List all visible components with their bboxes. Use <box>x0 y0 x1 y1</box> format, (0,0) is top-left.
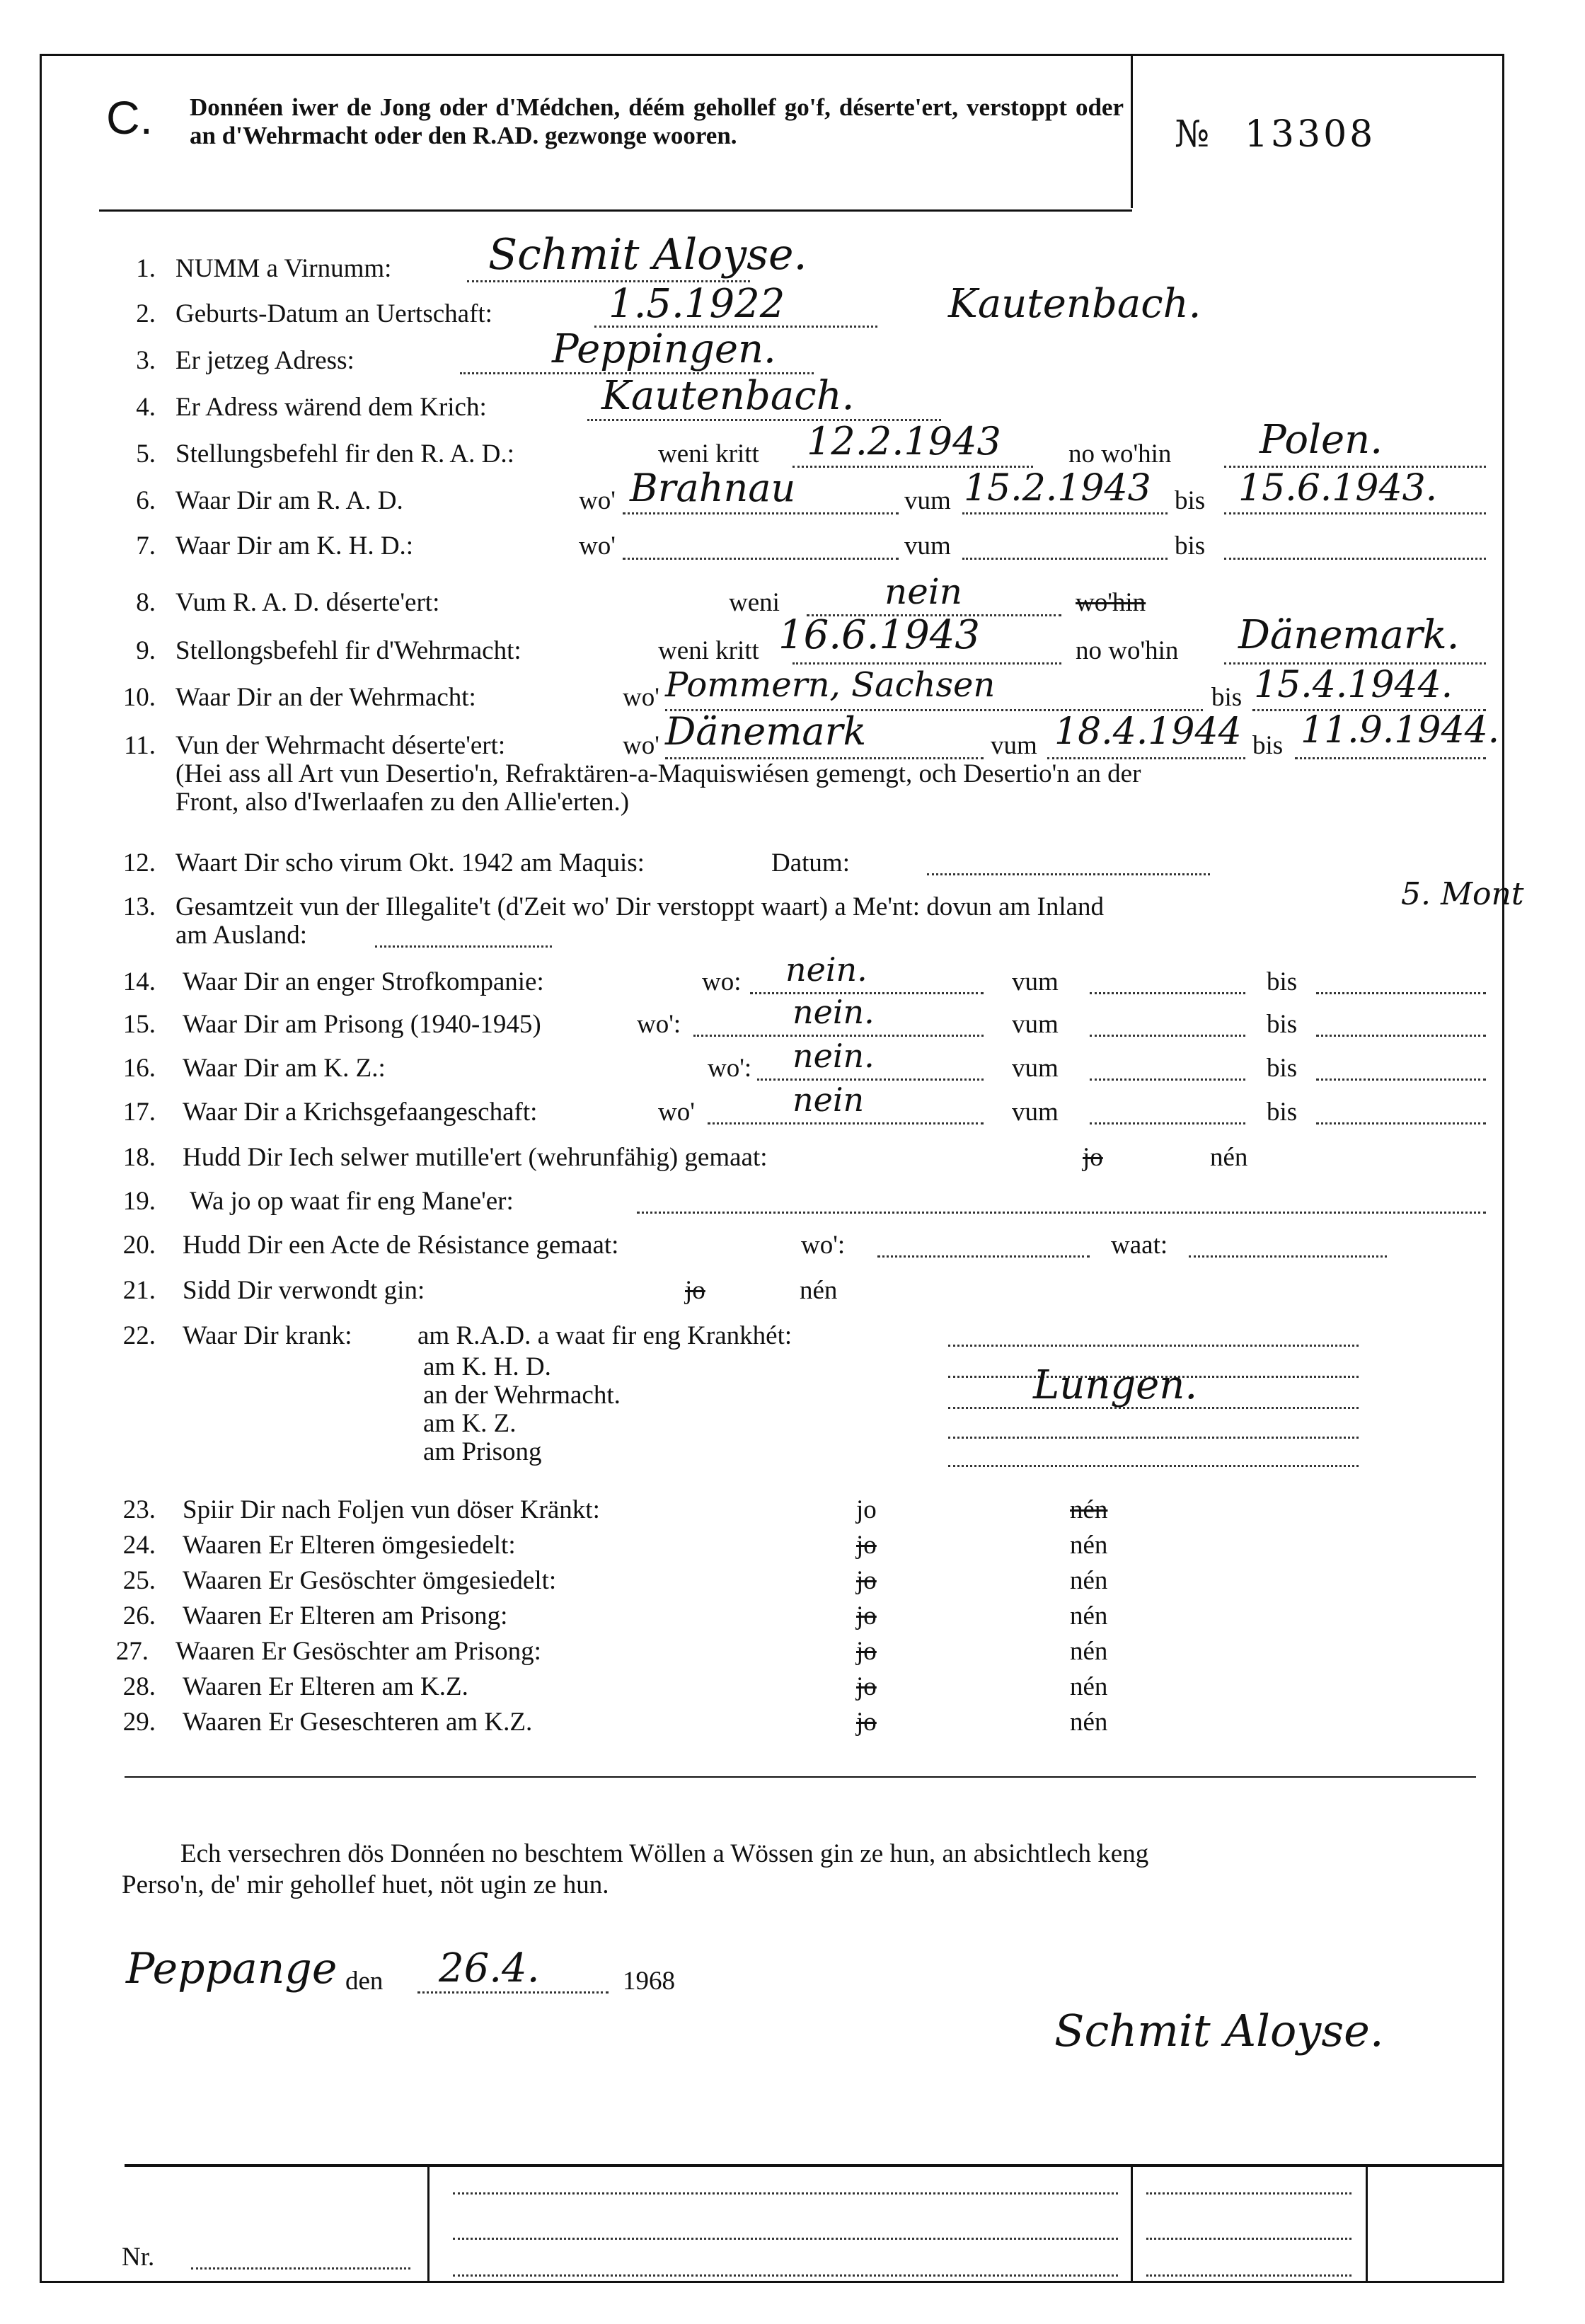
box-line <box>453 2192 1118 2194</box>
row-sublabel: wo': <box>708 1054 752 1083</box>
row-label: Geburts-Datum an Uertschaft: <box>175 299 492 328</box>
wehrmacht-order-date: 16.6.1943 <box>778 612 981 658</box>
row-sublabel: no wo'hin <box>1076 636 1179 665</box>
field-line <box>877 1255 1090 1258</box>
row-label: Sidd Dir verwondt gin: <box>183 1276 425 1305</box>
field-line <box>927 873 1210 875</box>
answer-jo: jo <box>856 1531 877 1560</box>
row-label: Waart Dir scho virum Okt. 1942 am Maquis: <box>175 849 645 878</box>
row-number: 25. <box>122 1566 156 1595</box>
current-address-value: Peppingen. <box>552 326 776 372</box>
row-label: Waar Dir am K. H. D.: <box>175 531 414 560</box>
answer-jo: jo <box>856 1672 877 1701</box>
row-number: 5. <box>136 439 156 468</box>
birth-place-value: Kautenbach. <box>948 281 1201 327</box>
wehrmacht-order-destination: Dänemark. <box>1238 612 1460 658</box>
answer-nen: nén <box>1070 1495 1108 1524</box>
box-line <box>1146 2192 1351 2194</box>
rad-order-destination: Polen. <box>1260 417 1383 463</box>
row-sublabel: wo' <box>658 1098 695 1127</box>
row-label: Waar Dir am K. Z.: <box>183 1054 386 1083</box>
row-sublabel: bis <box>1267 967 1298 996</box>
row-label: Waaren Er Elteren am Prisong: <box>183 1601 508 1630</box>
field-line <box>948 1437 1359 1439</box>
row-label: Gesamtzeit vun der Illegalite't (d'Zeit wo' Dir verstoppt waart) a Me'nt: dovun am Inland <box>175 892 1105 921</box>
row-sublabel: weni kritt <box>658 636 759 665</box>
row-sublabel: wo' <box>579 486 616 515</box>
field-line <box>637 1212 1486 1214</box>
row-number: 20. <box>122 1231 156 1260</box>
field-line <box>948 1345 1359 1347</box>
nr-field-line <box>191 2267 410 2270</box>
field-line <box>1090 1122 1245 1124</box>
signature: Schmit Aloyse. <box>1054 2005 1384 2056</box>
row-sublabel: Datum: <box>771 849 850 878</box>
bottom-col-divider-2 <box>1131 2165 1133 2283</box>
row-number: 6. <box>136 486 156 515</box>
row-sublabel: vum <box>991 731 1037 760</box>
row-label: Vum R. A. D. déserte'ert: <box>175 588 440 617</box>
field-line <box>1316 1122 1486 1124</box>
box-line <box>453 2274 1118 2277</box>
row-number: 3. <box>136 346 156 375</box>
row-number: 8. <box>136 588 156 617</box>
den-label: den <box>345 1967 384 1996</box>
field-line <box>1090 1078 1245 1081</box>
field-line <box>948 1465 1359 1467</box>
row-sublabel: vum <box>1012 1010 1059 1039</box>
name-value: Schmit Aloyse. <box>488 230 807 280</box>
answer-nen: nén <box>800 1276 838 1305</box>
box-line <box>453 2238 1118 2240</box>
row-number: 15. <box>122 1010 156 1039</box>
row-sublabel: vum <box>1012 967 1059 996</box>
answer-nen: nén <box>1070 1566 1108 1595</box>
declaration-line-2: Perso'n, de' mir gehollef huet, nöt ugin ze hun. <box>122 1870 609 1899</box>
row-sublabel: wo': <box>637 1010 681 1039</box>
illegality-inland-value: 5. Mont <box>1401 876 1524 912</box>
field-line <box>1316 1078 1486 1081</box>
number-sign: № <box>1175 113 1210 156</box>
row-number: 29. <box>122 1708 156 1737</box>
bottom-table-top <box>125 2164 1504 2167</box>
answer-jo: jo <box>685 1276 705 1305</box>
row-sublabel: am K. Z. <box>423 1409 517 1438</box>
row-number: 1. <box>136 254 156 283</box>
row-sublabel: bis <box>1267 1010 1298 1039</box>
field-line <box>1189 1255 1387 1258</box>
row-sublabel: wo'hin <box>1076 588 1146 617</box>
field-line <box>1090 992 1245 994</box>
answer-jo: jo <box>1083 1143 1103 1172</box>
row-number: 14. <box>122 967 156 996</box>
row-label: Waaren Er Gesöschter am Prisong: <box>175 1637 541 1666</box>
row-label: am Ausland: <box>175 921 308 950</box>
row-number: 23. <box>122 1495 156 1524</box>
desertion-to: 11.9.1944. <box>1301 709 1500 752</box>
row-sublabel: am R.A.D. a waat fir eng Krankhét: <box>417 1321 792 1350</box>
row-label: NUMM a Virnumm: <box>175 254 392 283</box>
section-letter: C. <box>106 91 153 144</box>
box-line <box>1146 2274 1351 2277</box>
field-line <box>962 558 1168 560</box>
rad-from: 15.2.1943 <box>964 467 1151 510</box>
nr-label: Nr. <box>122 2243 155 2272</box>
answer-nen: nén <box>1070 1601 1108 1630</box>
rad-place: Brahnau <box>630 466 796 510</box>
row-number: 28. <box>122 1672 156 1701</box>
row-number: 7. <box>136 531 156 560</box>
rad-to: 15.6.1943. <box>1238 467 1438 510</box>
answer-nen: nén <box>1070 1531 1108 1560</box>
row-note: Front, also d'Iwerlaafen zu den Allie'erten.) <box>175 788 630 817</box>
birth-date-value: 1.5.1922 <box>609 281 785 327</box>
row-number: 26. <box>122 1601 156 1630</box>
illness-value: Lungen. <box>1033 1362 1198 1408</box>
bottom-col-divider-1 <box>427 2165 430 2283</box>
field-line <box>1090 1035 1245 1037</box>
answer-nen: nén <box>1070 1708 1108 1737</box>
desertion-place: Dänemark <box>665 709 867 754</box>
row-number: 10. <box>122 683 156 712</box>
field-line <box>1295 757 1486 759</box>
row-sublabel: bis <box>1175 486 1206 515</box>
field-line <box>757 1078 984 1081</box>
answer-jo: jo <box>856 1708 877 1737</box>
punishment-company-value: nein. <box>785 950 868 989</box>
field-line <box>792 662 1061 665</box>
row-sublabel: vum <box>904 486 951 515</box>
row-sublabel: am Prisong <box>423 1437 542 1466</box>
row-label: Hudd Dir een Acte de Résistance gemaat: <box>183 1231 619 1260</box>
row-label: Waaren Er Elteren ömgesiedelt: <box>183 1531 516 1560</box>
field-line <box>708 1122 984 1124</box>
rad-order-date: 12.2.1943 <box>807 419 1001 464</box>
answer-jo: jo <box>856 1637 877 1666</box>
row-sublabel: wo' <box>623 731 659 760</box>
row-sublabel: an der Wehrmacht. <box>423 1381 621 1410</box>
header-divider <box>1131 56 1133 208</box>
row-sublabel: bis <box>1252 731 1284 760</box>
field-line <box>1316 992 1486 994</box>
row-sublabel: bis <box>1211 683 1243 712</box>
row-sublabel: am K. H. D. <box>423 1352 551 1381</box>
row-label: Waar Dir am Prisong (1940-1945) <box>183 1010 541 1039</box>
row-sublabel: no wo'hin <box>1068 439 1172 468</box>
row-label: Hudd Dir Iech selwer mutille'ert (wehrunfähig) gemaat: <box>183 1143 768 1172</box>
field-line <box>417 1991 609 1994</box>
wartime-address-value: Kautenbach. <box>601 373 855 419</box>
desertion-from: 18.4.1944 <box>1054 711 1242 753</box>
declaration-line-1: Ech versechren dös Donnéen no beschtem Wöllen a Wössen gin ze hun, an absichtlech keng <box>180 1839 1149 1868</box>
row-sublabel: weni <box>729 588 780 617</box>
row-number: 19. <box>122 1187 156 1216</box>
row-sublabel: wo': <box>801 1231 846 1260</box>
row-label: Wa jo op waat fir eng Mane'er: <box>190 1187 514 1216</box>
row-number: 27. <box>115 1637 149 1666</box>
row-sublabel: wo: <box>702 967 742 996</box>
answer-nen: nén <box>1210 1143 1248 1172</box>
row-label: Waaren Er Geseschteren am K.Z. <box>183 1708 533 1737</box>
row-number: 11. <box>124 731 156 760</box>
field-line <box>375 945 552 948</box>
box-line <box>1146 2238 1351 2240</box>
row-label: Spiir Dir nach Foljen vun döser Kränkt: <box>183 1495 600 1524</box>
row-label: Waar Dir a Krichsgefaangeschaft: <box>183 1098 538 1127</box>
row-label: Waaren Er Elteren am K.Z. <box>183 1672 468 1701</box>
row-sublabel: bis <box>1267 1054 1298 1083</box>
row-number: 22. <box>122 1321 156 1350</box>
row-number: 12. <box>122 849 156 878</box>
row-sublabel: vum <box>1012 1054 1059 1083</box>
row-sublabel: vum <box>904 531 951 560</box>
number-value: 13308 <box>1244 113 1376 156</box>
wehrmacht-to: 15.4.1944. <box>1254 664 1453 706</box>
answer-jo: jo <box>856 1495 877 1524</box>
field-line <box>1316 1035 1486 1037</box>
field-line <box>962 512 1168 514</box>
form-number <box>1175 113 1376 156</box>
row-label: Waar Dir am R. A. D. <box>175 486 403 515</box>
row-number: 13. <box>122 892 156 921</box>
wehrmacht-place: Pommern, Sachsen <box>665 665 996 705</box>
declaration-rule <box>125 1776 1476 1778</box>
header-bottom-rule <box>99 209 1132 212</box>
row-label: Stellongsbefehl fir d'Wehrmacht: <box>175 636 521 665</box>
row-label: Vun der Wehrmacht déserte'ert: <box>175 731 506 760</box>
row-sublabel: weni kritt <box>658 439 759 468</box>
row-number: 17. <box>122 1098 156 1127</box>
row-sublabel: waat: <box>1111 1231 1168 1260</box>
signature-date: 26.4. <box>439 1945 540 1991</box>
row-sublabel: vum <box>1012 1098 1059 1127</box>
rad-desertion-value: nein <box>884 571 962 612</box>
field-line <box>1224 512 1486 514</box>
signature-place: Peppange <box>126 1944 338 1994</box>
kz-value: nein. <box>792 1037 875 1075</box>
answer-nen: nén <box>1070 1672 1108 1701</box>
row-number: 9. <box>136 636 156 665</box>
row-number: 18. <box>122 1143 156 1172</box>
row-label: Waaren Er Gesöschter ömgesiedelt: <box>183 1566 557 1595</box>
pow-value: nein <box>792 1081 865 1119</box>
row-number: 24. <box>122 1531 156 1560</box>
section-title: Donnéen iwer de Jong oder d'Médchen, déém gehollef go'f, déserte'ert, verstoppt oder an d'Wehrmacht oder den R.AD. gezwonge wooren. <box>190 93 1124 149</box>
row-number: 16. <box>122 1054 156 1083</box>
field-line <box>1224 558 1486 560</box>
signature-year: 1968 <box>623 1967 675 1996</box>
row-label: Waar Dir an der Wehrmacht: <box>175 683 476 712</box>
row-label: Er jetzeg Adress: <box>175 346 355 375</box>
row-number: 2. <box>136 299 156 328</box>
field-line <box>623 512 899 514</box>
row-sublabel: wo' <box>579 531 616 560</box>
answer-jo: jo <box>856 1566 877 1595</box>
row-note: (Hei ass all Art vun Desertio'n, Refraktären-a-Maquiswiésen gemengt, och Desertio'n an der <box>175 759 1141 788</box>
row-label: Stellungsbefehl fir den R. A. D.: <box>175 439 514 468</box>
row-sublabel: wo' <box>623 683 659 712</box>
row-label: Waar Dir an enger Strofkompanie: <box>183 967 544 996</box>
row-sublabel: bis <box>1267 1098 1298 1127</box>
row-number: 21. <box>122 1276 156 1305</box>
bottom-col-divider-3 <box>1366 2165 1368 2283</box>
answer-nen: nén <box>1070 1637 1108 1666</box>
row-label: Waar Dir krank: <box>183 1321 352 1350</box>
row-number: 4. <box>136 393 156 422</box>
prison-value: nein. <box>792 993 875 1031</box>
answer-jo: jo <box>856 1601 877 1630</box>
field-line <box>623 558 899 560</box>
row-sublabel: bis <box>1175 531 1206 560</box>
row-label: Er Adress wärend dem Krich: <box>175 393 487 422</box>
